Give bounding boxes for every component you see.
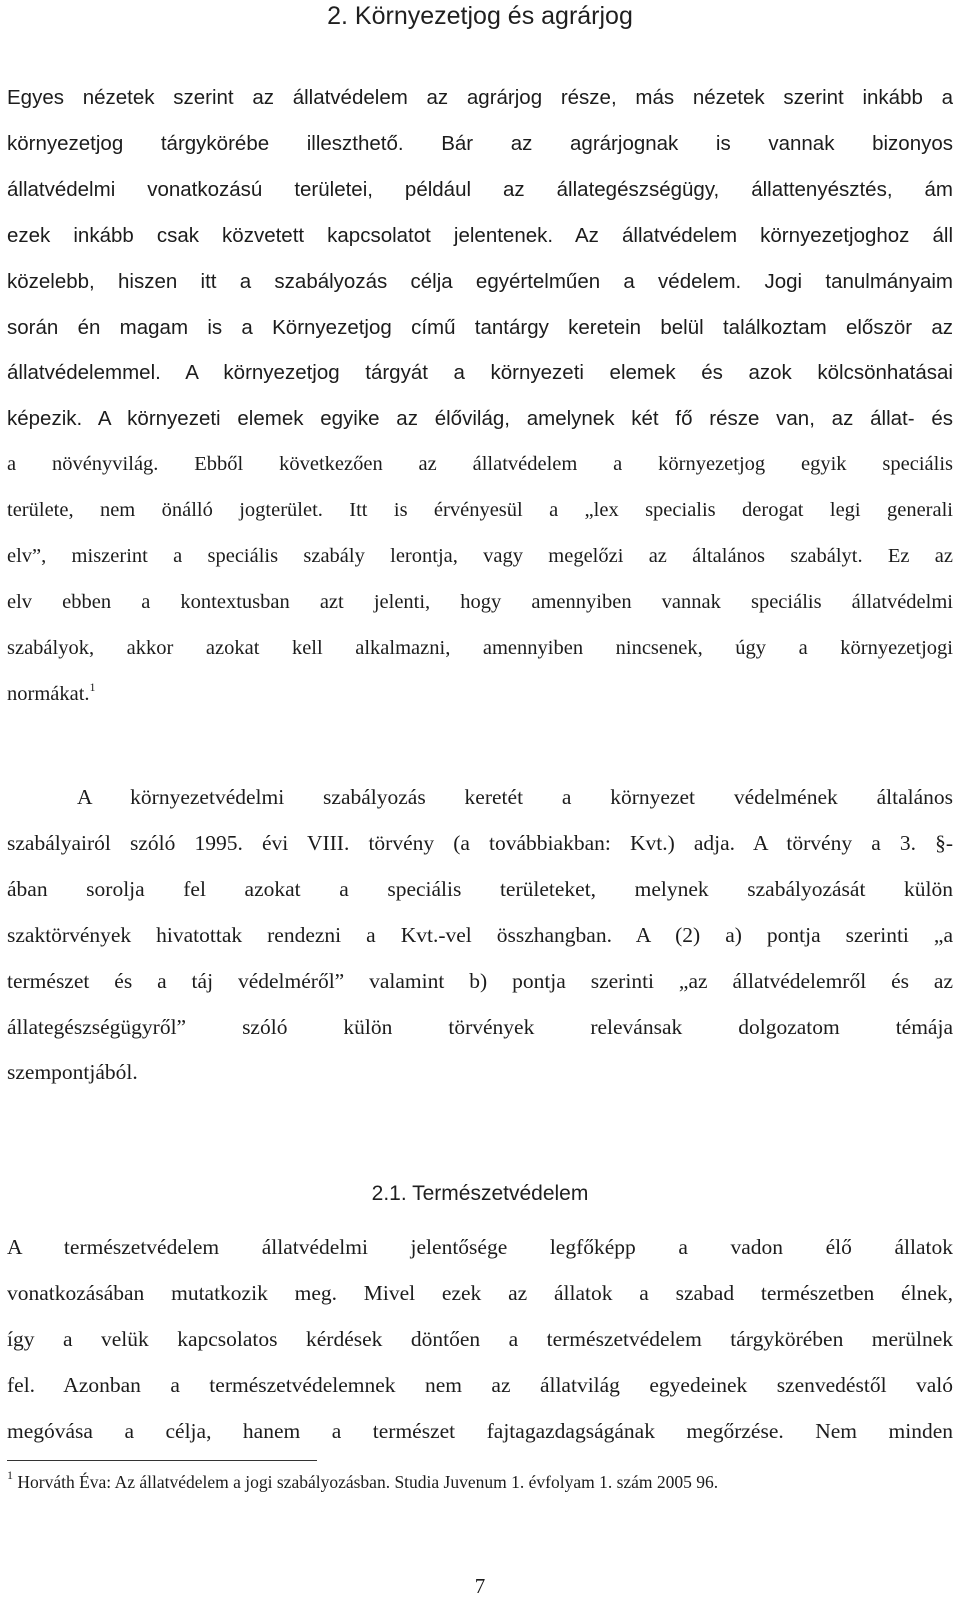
paragraph-line: közelebb, hiszen itt a szabályozás célja egyértelműen a védelem. Jogi tanulmányaim — [7, 269, 953, 293]
paragraph-line: szempontjából. — [7, 1060, 138, 1085]
paragraph-line: normákat. — [7, 682, 90, 705]
paragraph-line: fel. Azonban a természetvédelemnek nem az állatvilág egyedeinek szenvedéstől való — [7, 1372, 953, 1397]
paragraph-1 — [7, 75, 953, 718]
chapter-heading: 2. Környezetjog és agrárjog — [327, 2, 633, 30]
paragraph-line: Egyes nézetek szerint az állatvédelem az agrárjog része, más nézetek szerint inkább a — [7, 86, 953, 109]
paragraph-line: állatvédelmi vonatkozású területei, például az állategészségügy, állattenyésztés, ám — [7, 177, 953, 201]
paragraph-line: képezik. A környezeti elemek egyike az élővilág, amelynek két fő része van, az állat- és — [7, 407, 953, 431]
paragraph-line: területe, nem önálló jogterület. Itt is érvényesül a „lex specialis derogat legi generali — [7, 499, 953, 522]
footnote-number: 1 — [7, 1468, 13, 1482]
footnote-divider — [7, 1460, 317, 1461]
paragraph-line: állategészségügyről” szóló külön törvények relevánsak dolgozatom témája — [7, 1014, 953, 1039]
section-heading: 2.1. Természetvédelem — [371, 1182, 589, 1205]
page-number: 7 — [474, 1574, 486, 1598]
paragraph-2 — [7, 775, 953, 1096]
paragraph-line: szabályairól szóló 1995. évi VIII. törvény (a továbbiakban: Kvt.) adja. A törvény a 3. §- — [7, 830, 953, 855]
paragraph-line: megóvása a célja, hanem a természet fajtagazdagságának megőrzése. Nem minden — [7, 1418, 953, 1443]
paragraph-line: környezetjog tárgykörébe illeszthető. Bár az agrárjognak is vannak bizonyos — [7, 131, 953, 155]
paragraph-line: vonatkozásában mutatkozik meg. Mivel ezek az állatok a szabad természetben élnek, — [7, 1280, 953, 1305]
paragraph-last-line — [7, 672, 953, 718]
paragraph-line: így a velük kapcsolatos kérdések döntően a természetvédelem tárgykörében merülnek — [7, 1326, 953, 1351]
paragraph-line: elv”, miszerint a speciális szabály lerontja, vagy megelőzi az általános szabályt. Ez az — [7, 545, 953, 568]
paragraph-line: A környezetvédelmi szabályozás keretét a környezet védelmének általános — [77, 785, 953, 809]
paragraph-line: ában sorolja fel azokat a speciális területeket, melynek szabályozását külön — [7, 876, 953, 901]
paragraph-line: A természetvédelem állatvédelmi jelentősége legfőképp a vadon élő állatok — [7, 1235, 953, 1259]
paragraph-line: szabályok, akkor azokat kell alkalmazni, amennyiben nincsenek, úgy a környezetjogi — [7, 636, 953, 659]
paragraph-line: állatvédelemmel. A környezetjog tárgyát a környezeti elemek és azok kölcsönhatásai — [7, 361, 953, 385]
paragraph-line: szaktörvények hivatottak rendezni a Kvt.-vel összhangban. A (2) a) pontja szerinti „a — [7, 922, 953, 947]
paragraph-line: elv ebben a kontextusban azt jelenti, hogy amennyiben vannak speciális állatvédelmi — [7, 590, 953, 613]
paragraph-line: ezek inkább csak közvetett kapcsolatot jelentenek. Az állatvédelem környezetjoghoz áll — [7, 223, 953, 247]
paragraph-line: során én magam is a Környezetjog című tantárgy keretein belül találkoztam először az — [7, 315, 953, 339]
paragraph-line: természet és a táj védelméről” valamint b) pontja szerinti „az állatvédelemről és az — [7, 968, 953, 993]
footnote-text: Horváth Éva: Az állatvédelem a jogi szabályozásban. Studia Juvenum 1. évfolyam 1. szám 2005 96. — [13, 1472, 719, 1492]
paragraph-line: a növényvilág. Ebből következően az állatvédelem a környezetjog egyik speciális — [7, 453, 953, 476]
footnote-reference[interactable]: 1 — [89, 679, 96, 694]
paragraph-3 — [7, 1225, 953, 1455]
footnote — [7, 1470, 953, 1494]
